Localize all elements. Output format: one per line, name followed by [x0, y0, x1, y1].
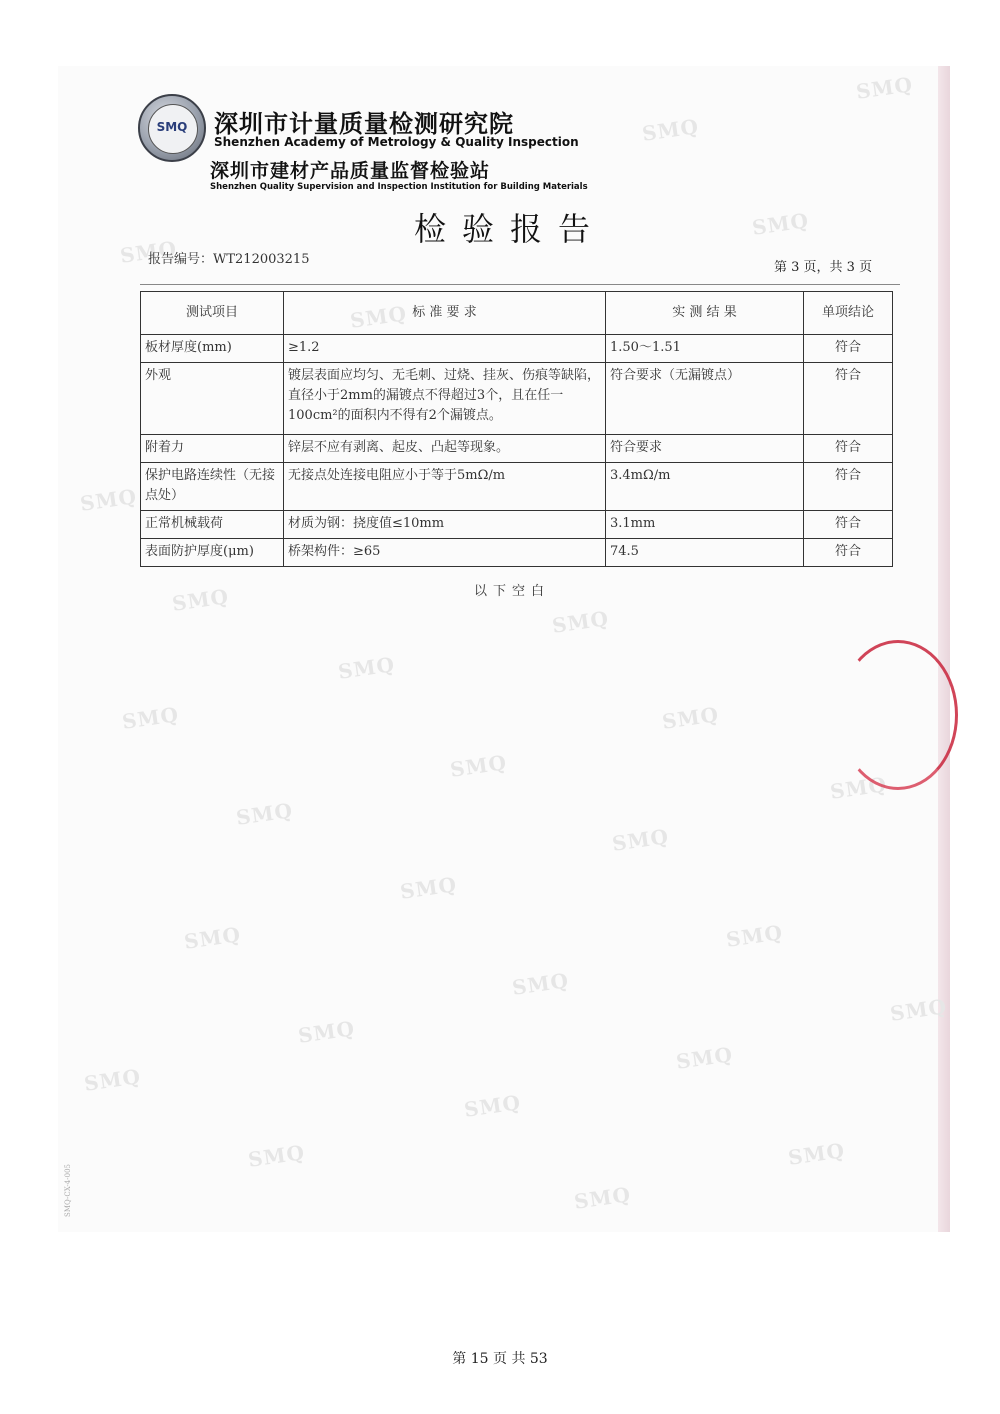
cell-requirement: 材质为钢：挠度值≤10mm: [284, 511, 606, 539]
cell-conclusion: 符合: [804, 363, 893, 435]
cell-item: 板材厚度(mm): [141, 335, 284, 363]
header-cell: 测试项目: [141, 292, 284, 335]
cell-conclusion: 符合: [804, 435, 893, 463]
sub-org-name-cn: 深圳市建材产品质量监督检验站: [210, 160, 491, 182]
watermark: SMQ: [462, 1090, 523, 1122]
cell-requirement: 锌层不应有剥离、起皮、凸起等现象。: [284, 435, 606, 463]
smq-logo-seal: [138, 94, 206, 162]
org-name-en: Shenzhen Academy of Metrology & Quality Inspection: [214, 135, 579, 149]
watermark: SMQ: [118, 236, 179, 268]
watermark: SMQ: [888, 994, 949, 1026]
official-seal-stamp: [838, 640, 958, 790]
watermark: SMQ: [572, 1182, 633, 1214]
watermark: SMQ: [448, 750, 509, 782]
watermark: SMQ: [78, 484, 139, 516]
table-row: [141, 511, 893, 539]
table-header-row: [141, 292, 893, 335]
cell-item: 附着力: [141, 435, 284, 463]
watermark: SMQ: [750, 208, 811, 240]
cell-requirement: 镀层表面应均匀、无毛刺、过烧、挂灰、伤痕等缺陷，直径小于2mm的漏镀点不得超过3个，且在任一100cm²的面积内不得有2个漏镀点。: [284, 363, 606, 435]
header-cell: 标 准 要 求: [284, 292, 606, 335]
watermark: SMQ: [640, 114, 701, 146]
header-cell: 单项结论: [804, 292, 893, 335]
cell-item: 正常机械载荷: [141, 511, 284, 539]
cell-result: 74.5: [606, 539, 804, 567]
header-cell: 实 测 结 果: [606, 292, 804, 335]
blank-below-note: 以下空白: [474, 584, 551, 599]
cell-result: 3.1mm: [606, 511, 804, 539]
table-row: [141, 463, 893, 511]
watermark: SMQ: [82, 1064, 143, 1096]
watermark: SMQ: [348, 301, 409, 333]
cell-conclusion: 符合: [804, 511, 893, 539]
watermark: SMQ: [234, 798, 295, 830]
logo-text: SMQ: [156, 120, 188, 134]
cell-result: 1.50～1.51: [606, 335, 804, 363]
cell-item: 保护电路连续性（无接点处）: [141, 463, 284, 511]
table-row: [141, 363, 893, 435]
watermark: SMQ: [854, 72, 915, 104]
report-number: 报告编号：WT212003215: [148, 252, 310, 267]
watermark: SMQ: [296, 1016, 357, 1048]
watermark: SMQ: [510, 968, 571, 1000]
table-row: [141, 335, 893, 363]
watermark: SMQ: [828, 772, 889, 804]
table-row: [141, 539, 893, 567]
cell-result: 符合要求（无漏镀点）: [606, 363, 804, 435]
cell-requirement: ≥1.2: [284, 335, 606, 363]
cell-result: 符合要求: [606, 435, 804, 463]
watermark: SMQ: [786, 1138, 847, 1170]
cell-conclusion: 符合: [804, 463, 893, 511]
watermark: SMQ: [550, 606, 611, 638]
cell-result: 3.4mΩ/m: [606, 463, 804, 511]
form-code: SMQ-CX-4-005: [64, 1164, 72, 1217]
document-title: 检验报告: [413, 210, 606, 248]
page-footer: 第 15 页 共 53: [452, 1351, 548, 1367]
watermark: SMQ: [610, 824, 671, 856]
cell-requirement: 桥架构件：≥65: [284, 539, 606, 567]
cell-requirement: 无接点处连接电阻应小于等于5mΩ/m: [284, 463, 606, 511]
header-divider: [140, 284, 900, 285]
org-name-cn: 深圳市计量质量检测研究院: [214, 110, 514, 138]
cell-conclusion: 符合: [804, 335, 893, 363]
watermark: SMQ: [660, 702, 721, 734]
cell-item: 表面防护厚度(μm): [141, 539, 284, 567]
sub-org-name-en: Shenzhen Quality Supervision and Inspection Institution for Building Materials: [210, 182, 588, 192]
watermark: SMQ: [246, 1140, 307, 1172]
cell-conclusion: 符合: [804, 539, 893, 567]
watermark: SMQ: [724, 920, 785, 952]
watermark: SMQ: [674, 1042, 735, 1074]
watermark: SMQ: [170, 584, 231, 616]
watermark: SMQ: [120, 702, 181, 734]
page-info: 第 3 页，共 3 页: [774, 260, 873, 275]
watermark: SMQ: [398, 872, 459, 904]
watermark: SMQ: [336, 652, 397, 684]
results-table: [140, 291, 893, 567]
cell-item: 外观: [141, 363, 284, 435]
table-row: [141, 435, 893, 463]
watermark: SMQ: [182, 922, 243, 954]
